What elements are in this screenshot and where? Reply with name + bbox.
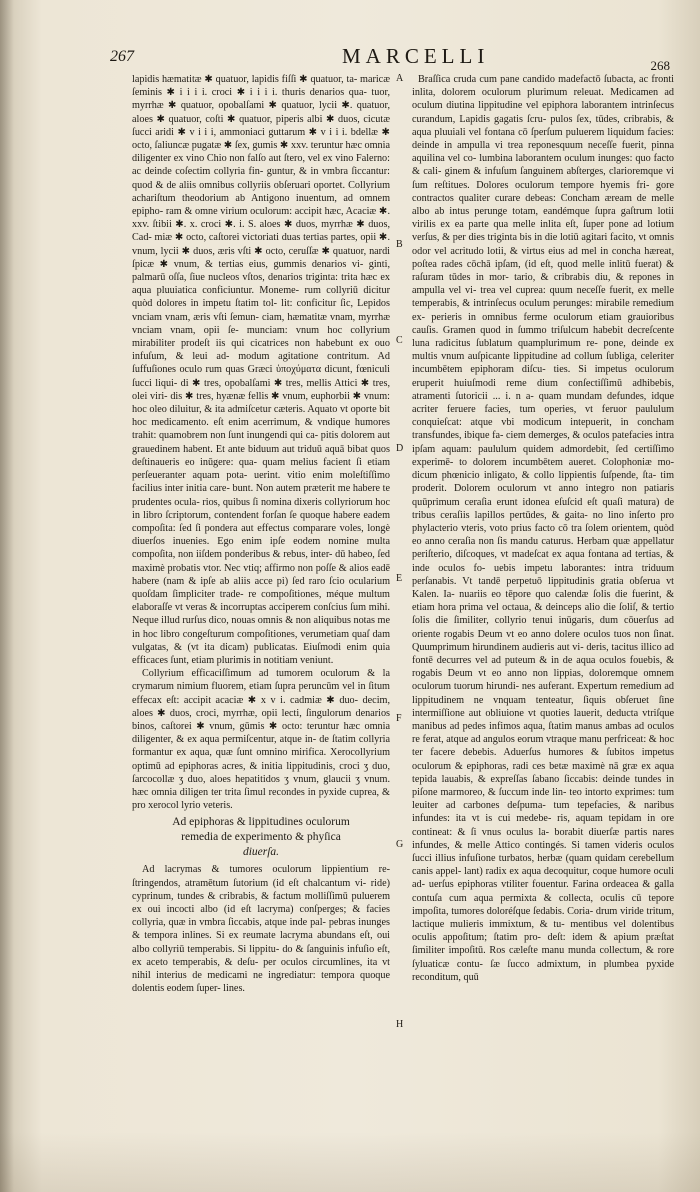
running-title: MARCELLI <box>342 44 490 68</box>
margin-letter: H <box>396 1019 404 1030</box>
margin-letter: C <box>396 335 403 346</box>
gutter-shadow <box>0 0 14 1192</box>
folio-number-right: 268 <box>650 58 670 73</box>
folio-number-left: 267 <box>110 48 134 65</box>
heading-line: diuerſa. <box>242 846 280 859</box>
margin-letter: E <box>396 573 403 584</box>
right-text-column <box>412 73 674 984</box>
margin-letter: F <box>396 713 402 724</box>
heading-line: remedia de experimento & phyſica <box>181 831 341 844</box>
heading-line: Ad epiphoras & lippitudines oculorum <box>172 816 350 829</box>
margin-letter: B <box>396 239 403 250</box>
margin-letter: D <box>396 443 404 454</box>
section-heading <box>132 815 390 860</box>
paragraph: Ad lacrymas & tumores oculorum lippientium re- ſtringendos, atramētum ſutorium (id eſt chalcantum vi- ride) cyprinum, tundes & cribrabis, & factum molliſſimū puluerem ex oui incocti albo (id eſt lacryma) conſperges; & facies collyria, quæ in vmbra ſiccabis, atque inde pal- pebras inunges & tempora inlines. Si ex reumate lacryma abundans eſt, oui albo collyriū temperabis. Si lippitu- do & ſanguinis infuſio eſt, ex aceto temperabis, & deſu- per oculos circumlines, ita vt nihil interius de medicami ne ingrediatur: tempora quoque dolentis eodem ſuper- lines. <box>132 864 390 995</box>
paragraph: Braſſica cruda cum pane candido madefactō ſubacta, ac fronti inlita, dolorem oculorum plurimum releuat. Medicamen ad oculum diutina lippitudine vel epiphora laborantem intrinſecus curandum, Lapidis gagatis ſcru- pulos ſex, tūdes, cribrabis, & aqua pluuiali vel fontana cō ſperſum puluerem liquidum facies: deinde in ampulla vi trea reponesquum neceſſe fuerit, pinna aquilina vel co- lumbina laborantem oculum inunges: quo facto & cali- ginem & infuſum ſanguinem abſterges, clarioremque vi ſum reſtitues. Dolores oculorum tempore hyemis fri- gore contractos qualiter curare debeas: Concham æream de melle albo ab intus perunge totam, eandémque ſupra gaſtrum lotii virilis ex ea parte qua melle inlita eſt, ſuper pone ad lotium verſus, & per dies triginta bis in die lotiū agitari facito, vt omnis odor vel acritudo lotii, & virtus eius ad mel in concha hæreat, poſtea rades cōchā ipſam, (id eſt, quod melle inlitū fuerat) & raſuram tūdes in mor- tario, & cribrabis diu, & repones in ampulla vel vi- trea vel cuprea: quum neceſſe fuerit, ex melle temperabis, & intrinſecus oculum perunges: mirabile remedium ex- perieris in omnibus ferme oculorum etiam grauioribus cauſis. Gramen quod in ſummo triſulcum habebit decreſcente luna radicitus ſublatum quamplurimum re- pone, deinde ex multis vnum auſpicante lippitudine ad collum ſubliga, celeriter incumbētem epiphoram diſcu- ties. Si impetus oculorum eruperit huiuſmodi reme dium conſectiſſimū adhibebis, atramenti ſutoricii ... i. n a- quam mundam defundes, idque acriter feruere facies, tum operies, vt feruor paululum conquieſcat: atque vbi modicum intepuerit, in concham transfundes, ibique fa- ciem demerges, & oculos patefacies intra ipſam aquam: paululum quidem admordebit, ſed certiſſimo experimē- to dolorem incumbētem aueret. Colophoniæ mo- dicum phœnicio inligato, & collo lippientis ſuſpende, ſta- tim proderit. Dolorem oculorum vt anno integro non patiaris quūprimum ceraſia erunt idonea eſuſcid eſt quaſi matura) de tribus ceraſiis lapillos pertūdes, & gaita- no lino inſerto pro phylacterio vteris, voto prius facto cō tra ſolem orientem, quòd eo anno ceraſia non ſis mandu caturus. Herbam quæ appellatur periſterio, diſcoques, vt madeſcat ex aqua fontana ad tertias, & inde oculos fo- uebis impetu laborantes: intra triduum perſanabis. Vt tandē perpetuō lippitudinis gratia obſerua vt Kalen. Ia- nuariis eo tēpore quo calendæ ſolis die fuerint, & etiam hora prima vel octaua, & deinceps alio die ſoliſ, & tertio ſolis die ſimiliter, collyrio tenui inūgaris, dum cōuerſus ad oriente rogabis Deum vt eo anno dolere oculos tuos non ſinat. Quumprimum hirundinem audieris aut vi- deris, tacitus illico ad fontē decurres vel ad puteum & in de aqua oculos fouebis, & rogabis Deum vt eo anno non lippias, doloremque omnem oculorum tuorum hirundi- nes auferant. Expertum remedium ad lippitudinem ne vnquam tenteatur, ſiquis obſeruet ſine intermiſſione aut obliuione vt quoties lauerit, deducta vtriſque manibus ad pedes infimos aqua, ſtatim manus ambas ad oculos re ferat, atque ad angulos eorum vtraque manu perfriceat: & hoc ter facere debebis. Aduerſus humores & ſubitos impetus oculorum & epiphoras, radi ces betæ maximè nā græ ex aqua tepida lauabis, & expreſſas ſabano ſiccabis: deinde tundes in piſone marmoreo, & ſuccum inde lin- teo intorto exprimes: tum leuiter ad carbones deſpuma- tum tepefacies, & naribus infundes: ita vt is cui medebe- ris, aquam tepidam in ore contineat: & ſi vnus oculus la- borabit diuerſæ partis nares infundes, & melle Attico contingés. Si tamen videris oculos ſucci illius infuſione turbatos, herbæ (quam quidam cerebellum canis appel- lant) radix ex aqua decoquitur, coque humore oculi ad- uerſus epiphoras vtiliter fouentur. Farina ordeacea & galla contuſa cum aqua permixta & collecta, oculis cū tepore impoſita, tumores doloréſque ſedabis. Coria- drum viride tritum, lactique mulieris immixtum, & tu- mentibus vel dolentibus oculis appoſitum; ſtatim pro- deſt: idem & apium præſtat ſimiliter impoſitū. Ros cæleſte manu munda collectum, & rore ſyluaticæ contu- ſæ ſucco admixtum, in plumbea pyxide reconditum, quū <box>412 74 674 983</box>
left-text-column <box>132 73 390 995</box>
margin-letter: G <box>396 839 404 850</box>
page-header <box>110 44 670 73</box>
margin-letter: A <box>396 73 404 84</box>
paragraph: Collyrium efficaciſſimum ad tumorem oculorum & la crymarum nimium fluorem, etiam ſupra peruncūm vel in ſitum effecax eſt: accipit acaciæ ✱ x v i. cadmiæ ✱ duo- decim, aloes ✱ duos, croci, myrrhæ, opii lecti, ſingulorum denarios binos, caſtorei ✱ vnum, gūmis ✱ octo: teruntur hæc omnia diligenter, & ex aqua permiſcentur, atque in- de ſtatim collyria formantur ex aqua, quæ ſunt omnino mirifica. Xerocollyrium optimū ad epiphoras acres, & initia lippitudinis, croci ʒ duo, ſarcocollæ ʒ duo, aloes hepatitidos ʒ vnum, glaucii ʒ vnum. hæc omnia diligen ter trita ſimul recondes in pyxide cuprea, & pro xerocol lyrio veteris. <box>132 668 390 812</box>
paragraph: lapidis hæmatitæ ✱ quatuor, lapidis fiſſi ✱ quatuor, ta- maricæ ſeminis ✱ i i i i. croci ✱ i i i i. thuris denarios qua- tuor, myrrhæ ✱ quatuor, opobalſami ✱ quatuor, lycii ✱. quatuor, aloes ✱ quatuor, coſti ✱ quatuor, piperis albi ✱ duos, cicutæ ſucci aridi ✱ v i i i, ammoniaci guttarum ✱ v i i i. bdellæ ✱ octo, ſaliuncæ pugatæ ✱ ſex, gumis ✱ xxv. teruntur hæc omnia diligenter ex vino Chio non falſo aut ſtero, vel ex vino Falerno: ac deinde coſectim collyria fin- guntur, & in vmbra ſiccantur: quod & de aliis omnibus collyriis obſeruari oportet. Collyrium achariſtum theodorium ab Antigono inuentum, ad omnem epipho- ram & omne virium oculorum: accipit hæc, Acaciæ ✱. xxv. ſtibii ✱. x. croci ✱. i. S. aloes ✱ duos, myrrhæ ✱ duos, Cad- miæ ✱ octo, caſtorei victoriati duas tertias partes, opii ✱. vnum, lycii ✱ duos, æris vſti ✱ octo, ceruſſæ ✱ quatuor, nardi ſpicæ ✱ vnum, & tertias eius, gummis denarios vi- ginti, palmarū oſſa, ſiue nucleos vſtos, denarios triginta: trita hæc ex aqua pluuiatica conficiuntur. Moneme- rum collyriū dicitur quòd dolores in impetu ſtatim tol- lit: conficitur ſic, Lepidos vnciam vnam, æris vſti ſemun- ciam, hæmatitæ vnam, myrrhæ vnciam vnam, opii ſe- munciam: vnum hoc collyrium mirabiliter prodeſt iis qui cicatrices non habebunt ex ouo infuſum, & leui ad- modum agitatione contritum. Ad ſuffuſiones oculo rum quas Græci ὑποχύματα dicunt, fœniculi ſucci liqui- di ✱ tres, opobalſami ✱ tres, mellis Attici ✱ tres, olei viri- dis ✱ tres, hyænæ fellis ✱ vnum, euphorbii ✱ vnum: hoc oleo diluitur, & ita admiſcetur cæteris. Aquato vt oporte bit hoc medicamento. eſt enim acerrimum, & vndique humores trahit: quamobrem non ſunt inungendi qui ca- pitis dolorem aut grauedinem habent. Et ante biduum aut triduū aquā bibat quos deſtinaueris eo inūgere: qua- quam melius facient ſi etiam perſeueranter aquam pota- uerint. vitio enim moleſtiſſimo facilius inter initia care- bunt. Non autem præterit me habere te prudentes ocula- rios, quibus ſi nomina dixeris collyriorum hoc in libro ſcriptorum, contendent forſan ſe quoque habere eadem compoſita: ſed ſi pondera aut effectus comparare voles, longè diuerſos inuenies. Ego enim ipſe eodem nomine multa compoſita, non iiſdem ponderibus & rebus, inter- dū habeo, ſed maximè probatis vtor. Nec vtiq; affirmo non poſſe & alios eadē habere (nam & ipſe ab aliis acce pi) ſed raro ſcio ocularium quoſdam ſimpliciter trade- re compoſitiones, méque multum elaboraſſe vt veras & incorruptas acciperem conſcius ſum mihi. Neque illud rurſus dico, nouas omnis & non aliquibus notas me in hoc libro congeſturum compoſitiones, verumetiam quaſ dam vulgatas, & (vt ita dicam) publicatas. Eiuſmodi enim quia efficaces ſunt, etiam plurimis in notitiam veniunt. <box>132 74 390 666</box>
page-bottom-wear <box>0 1132 700 1192</box>
margin-section-letters <box>394 73 410 1073</box>
